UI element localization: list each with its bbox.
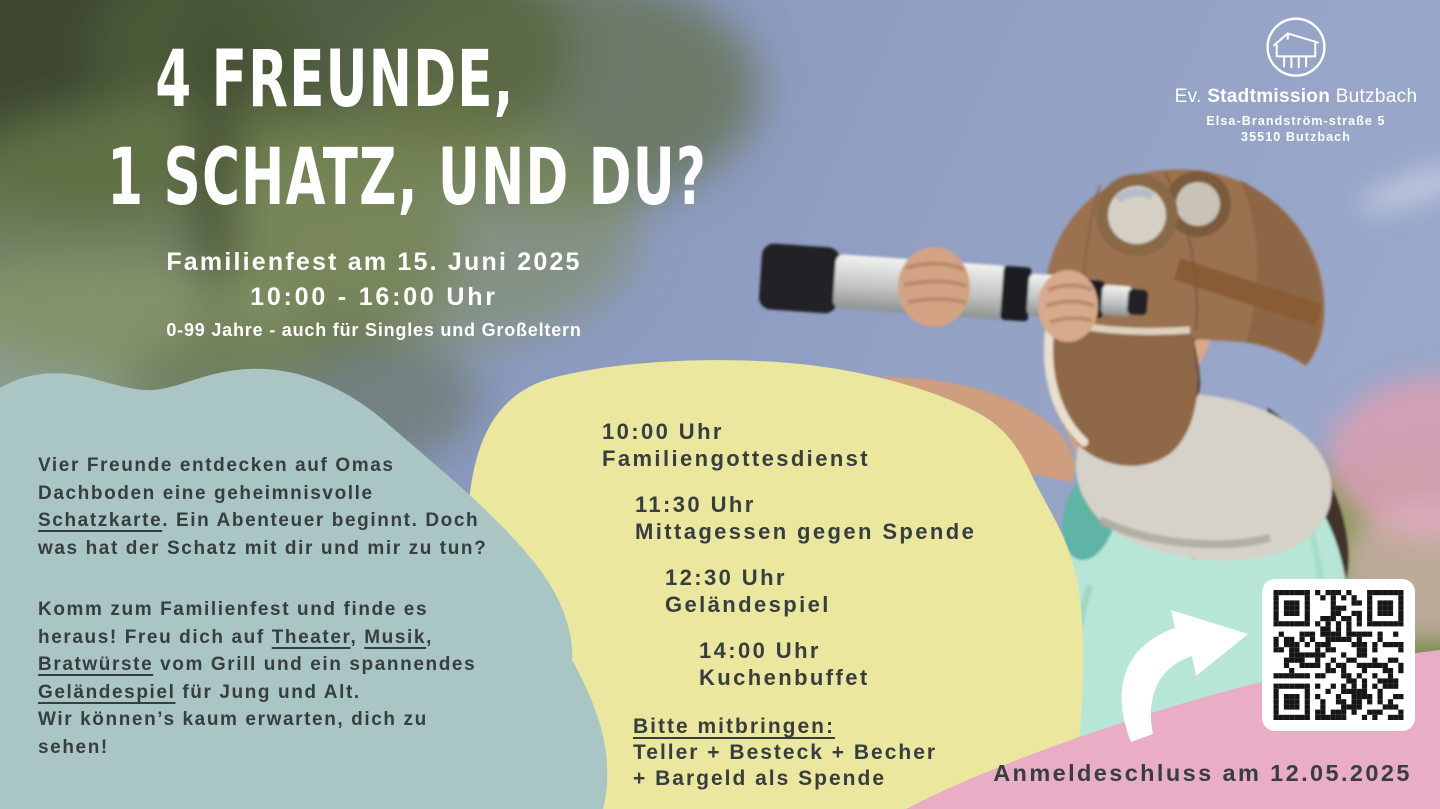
schedule-time: 11:30 Uhr bbox=[635, 492, 756, 517]
story-line: , bbox=[350, 626, 365, 648]
story-line: Dachboden eine geheimnisvolle bbox=[38, 482, 374, 504]
schedule-item bbox=[699, 637, 976, 691]
schedule-item bbox=[635, 491, 976, 545]
schedule-label: Familiengottesdienst bbox=[602, 446, 871, 471]
story-paragraph-1 bbox=[38, 452, 568, 562]
story-underlined-word: Musik bbox=[364, 626, 427, 648]
story-line: für Jung und Alt. bbox=[175, 681, 361, 703]
event-time: 10:00 - 16:00 Uhr bbox=[250, 283, 498, 311]
org-city: 35510 Butzbach bbox=[1241, 130, 1351, 144]
org-name: Ev. Stadtmission Butzbach bbox=[1174, 86, 1418, 107]
story-line: sehen! bbox=[38, 736, 109, 758]
story-line: heraus! Freu dich auf bbox=[38, 626, 272, 648]
bring-line: Teller + Besteck + Becher bbox=[633, 741, 938, 764]
qr-code bbox=[1262, 579, 1415, 736]
page-title bbox=[0, 34, 708, 224]
schedule-time: 12:30 Uhr bbox=[665, 565, 787, 590]
registration-deadline: Anmeldeschluss am 12.05.2025 bbox=[993, 760, 1412, 786]
schedule-time: 10:00 Uhr bbox=[602, 419, 724, 444]
title-line-2: 1 SCHATZ, UND DU? bbox=[107, 133, 708, 223]
story-line: . Ein Abenteuer beginnt. Doch bbox=[162, 510, 480, 531]
schedule-item bbox=[665, 564, 976, 618]
story-line: was hat der Schatz mit dir und mir zu tun? bbox=[38, 537, 488, 559]
story-line: , bbox=[426, 626, 433, 648]
schedule-label: Geländespiel bbox=[665, 592, 831, 617]
org-street: Elsa-Brandström-straße 5 bbox=[1206, 114, 1386, 128]
story-line: vom Grill und ein spannendes bbox=[153, 654, 477, 675]
schedule-label: Kuchenbuffet bbox=[699, 665, 870, 690]
schedule-item bbox=[602, 418, 976, 472]
story-underlined-word: Geländespiel bbox=[38, 681, 176, 703]
event-info bbox=[0, 248, 748, 341]
story-line: Vier Freunde entdecken auf Omas bbox=[38, 455, 395, 476]
event-audience: 0-99 Jahre - auch für Singles und Großeltern bbox=[166, 320, 582, 340]
story-line: Komm zum Familienfest und finde es bbox=[38, 599, 429, 620]
event-name-date: Familienfest am 15. Juni 2025 bbox=[166, 248, 582, 276]
story-line: Wir können’s kaum erwarten, dich zu bbox=[38, 709, 428, 730]
org-block bbox=[1128, 16, 1440, 145]
story-text bbox=[38, 452, 568, 761]
bring-list bbox=[633, 714, 976, 792]
schedule-time: 14:00 Uhr bbox=[699, 638, 821, 663]
story-underlined-word: Schatzkarte bbox=[38, 510, 163, 531]
bring-title: Bitte mitbringen: bbox=[633, 715, 835, 738]
schedule-block bbox=[602, 418, 976, 792]
schedule-label: Mittagessen gegen Spende bbox=[635, 519, 977, 544]
org-address bbox=[1128, 113, 1440, 145]
bring-line: + Bargeld als Spende bbox=[633, 767, 886, 790]
story-underlined-word: Bratwürste bbox=[38, 654, 154, 675]
title-line-1: 4 FREUNDE, bbox=[155, 35, 515, 125]
stadtmission-logo-icon bbox=[1263, 16, 1329, 82]
story-underlined-word: Theater bbox=[271, 626, 351, 648]
story-paragraph-2 bbox=[38, 596, 568, 761]
